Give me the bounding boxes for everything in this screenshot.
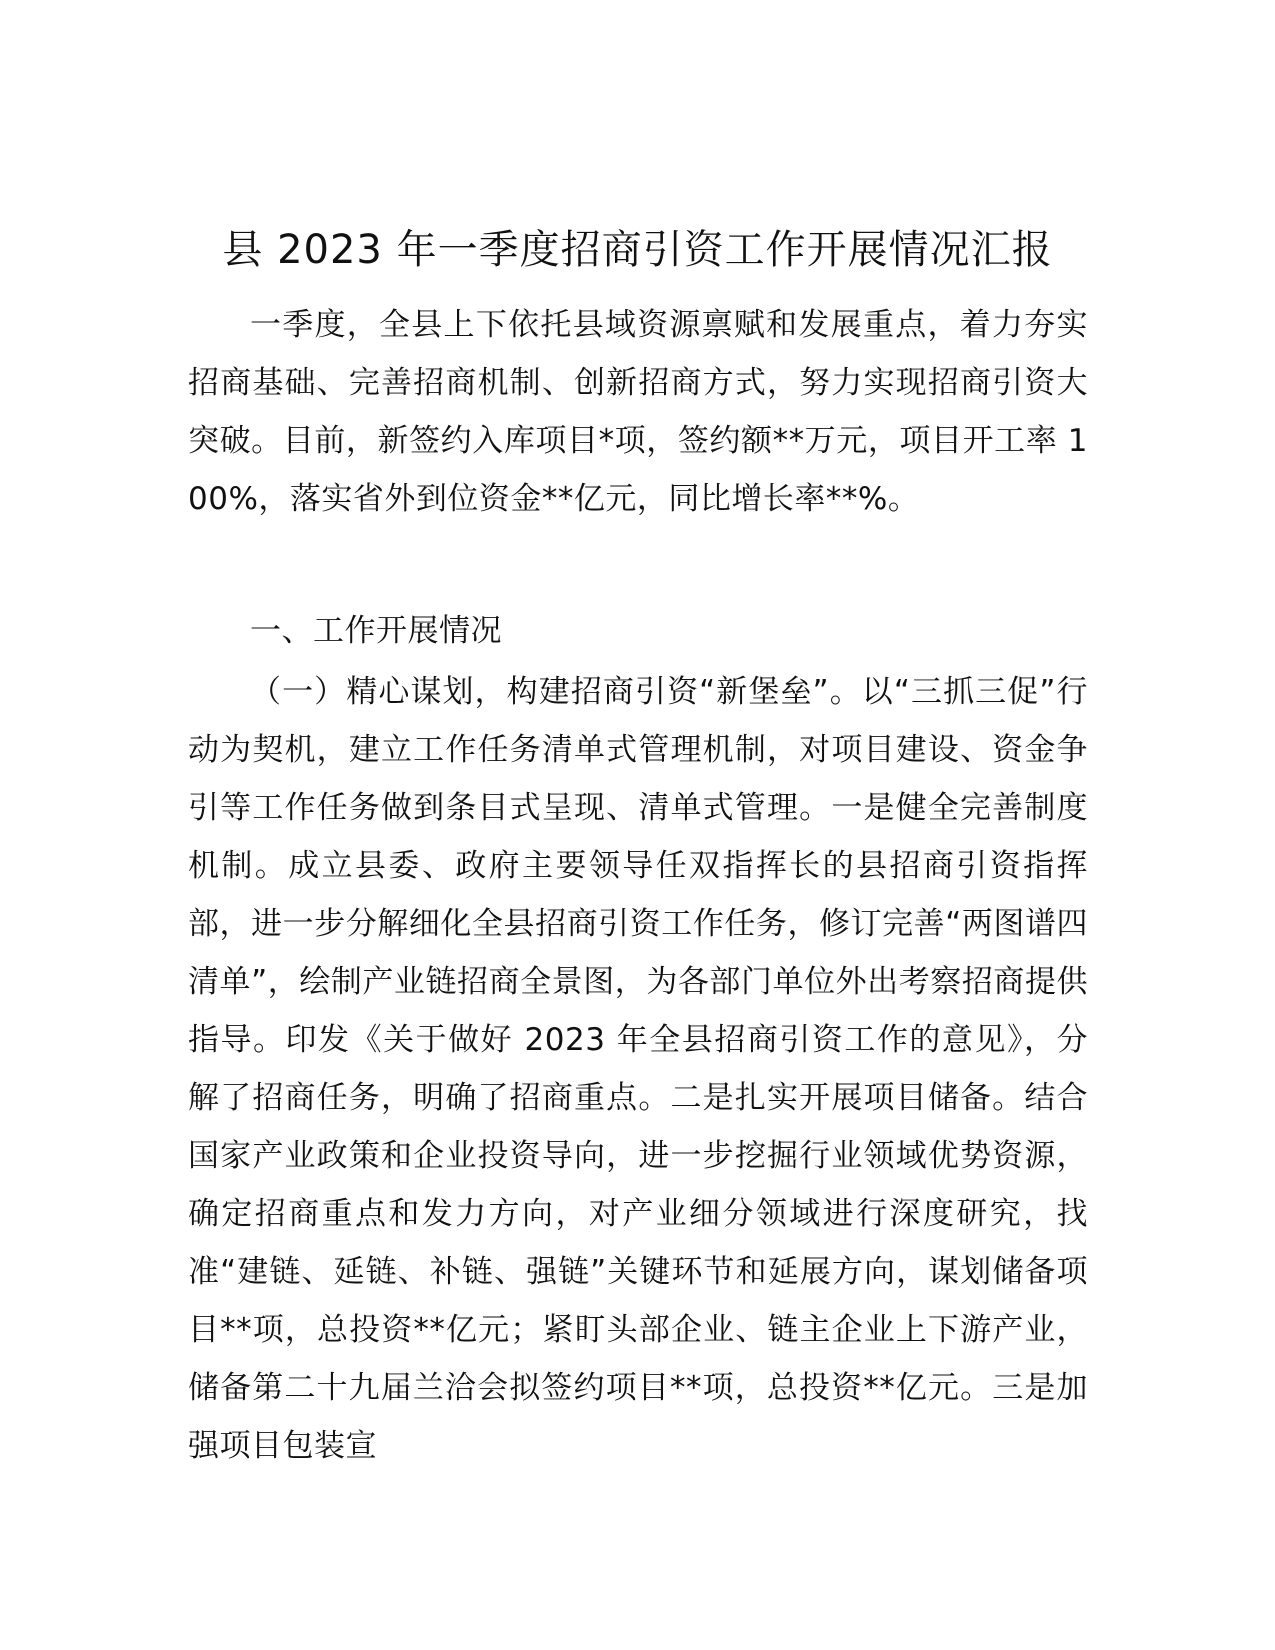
document-title: 县 2023 年一季度招商引资工作开展情况汇报	[222, 227, 1053, 273]
intro-paragraph: 一季度，全县上下依托县域资源禀赋和发展重点，着力夯实招商基础、完善招商机制、创新招商方式，努力实现招商引资大突破。目前，新签约入库项目*项，签约额**万元，项目开工率 100%，落实省外到位资金**亿元，同比增长率**%。	[188, 307, 1088, 517]
body-paragraph: （一）精心谋划，构建招商引资“新堡垒”。以“三抓三促”行动为契机，建立工作任务清单式管理机制，对项目建设、资金争引等工作任务做到条目式呈现、清单式管理。一是健全完善制度机制。成立县委、政府主要领导任双指挥长的县招商引资指挥部，进一步分解细化全县招商引资工作任务，修订完善“两图谱四清单”，绘制产业链招商全景图，为各部门单位外出考察招商提供指导。印发《关于做好 2023 年全县招商引资工作的意见》，分解了招商任务，明确了招商重点。二是扎实开展项目储备。结合国家产业政策和企业投资导向，进一步挖掘行业领域优势资源，确定招商重点和发力方向，对产业细分领域进行深度研究，找准“建链、延链、补链、强链”关键环节和延展方向，谋划储备项目**项，总投资**亿元；紧盯头部企业、链主企业上下游产业，储备第二十九届兰洽会拟签约项目**项，总投资**亿元。三是加强项目包装宣	[188, 674, 1088, 1464]
section-heading: 一、工作开展情况	[250, 613, 502, 649]
